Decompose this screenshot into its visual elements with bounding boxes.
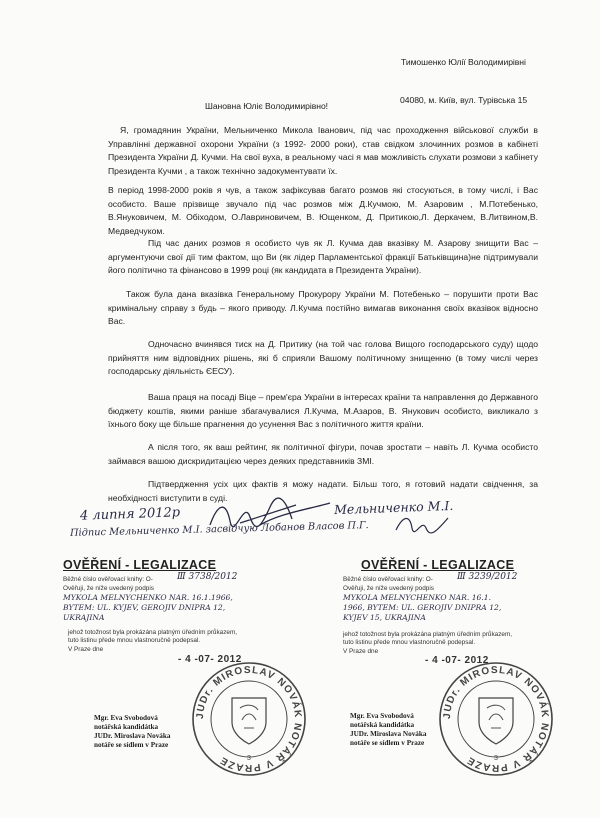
stamp-person-line-1: MYKOLA MELNYCHENKO NAR. 16.1.1966, <box>63 593 233 602</box>
stamp-identity-line-1: jehož totožnost byla prokázána platným úředním průkazem, <box>68 629 238 636</box>
body-paragraph-4: Також була дана вказівка Генеральному Прокурору України М. Потебенько – порушити проти Вас кримінальну справу з будь – якого приводу. Л.Кучма постійно вимагав виконання своїх вказівок відносно Вас. <box>108 289 538 327</box>
stamp-reg-number: Ⅲ 3239/2012 <box>457 572 518 582</box>
stamp-person-line-2: 1966, BYTEM: UL. GEROJIV DNIPRA 12, <box>343 603 502 612</box>
handwritten-name: Мельниченко М.І. <box>333 497 454 518</box>
notary-seal-right <box>437 660 555 778</box>
body-paragraph-7: А після того, як ваш рейтинг, як політичної фігури, почав зростати – навіть Л. Кучма особисто займався вашою дискридитацією через деяких представників ЗМІ. <box>108 442 538 466</box>
stamp-person-line-3: UKRAJINA <box>63 613 105 622</box>
body-paragraph-3: Під час даних розмов я особисто чув як Л. Кучма дав вказівку М. Азарову знищити Вас – аргументуючи свої дії тим фактом, що Ви (як лідер Парламентської фракції Батьківщина)не підтримували його політично та фінансово в 1999 році (як кандидата в Президента України). <box>108 238 538 276</box>
stamp-place: V Praze dne <box>343 648 379 655</box>
second-signature-scribble <box>392 512 452 538</box>
stamp-notary-line-4: notáře se sídlem v Praze <box>350 739 425 747</box>
body-paragraph-6: Ваша праця на посаді Віце – прем'єра України в інтересах країни та направлення до Державного бюджету коштів, якими раніше збагачувалися Л.Кучма, М.Азаров, В. Янукович особисто, викликало з їхнього боку ще більше прагнення до усунення Вас з політичного життя країни. <box>108 392 538 430</box>
stamp-notary-line-3: JUDr. Miroslava Nováka <box>94 732 171 740</box>
stamp-identity-line-1: jehož totožnost byla prokázána platným úředním průkazem, <box>343 631 513 638</box>
stamp-place: V Praze dne <box>68 646 104 653</box>
stamp-identity-line-2: tuto listinu přede mnou vlastnoručně podepsal. <box>68 637 201 644</box>
stamp-reg-number: Ⅲ 3738/2012 <box>177 572 238 582</box>
stamp-verify-label: Ověřuji, že níže uvedený podpis <box>343 585 434 592</box>
notary-seal-left <box>190 660 308 778</box>
stamp-notary-line-3: JUDr. Miroslava Nováka <box>350 730 427 738</box>
stamp-date: - 4 -07- 2012 <box>178 654 242 665</box>
stamp-person-line-2: BYTEM: UL. KYJEV, GEROJIV DNIPRA 12, <box>63 603 226 612</box>
stamp-identity-line-2: tuto listinu přede mnou vlastnoručně podepsal. <box>343 639 476 646</box>
stamp-reg-label: Běžné číslo ověřovací knihy: O- <box>343 576 433 583</box>
seal-number: 3 <box>247 755 251 762</box>
salutation: Шановна Юліє Володимирівно! <box>205 101 329 111</box>
stamp-notary-line-1: Mgr. Eva Svobodová <box>350 712 414 720</box>
stamp-verify-label: Ověřuji, že níže uvedený podpis <box>63 585 154 592</box>
addressee-address: 04080, м. Київ, вул. Турівська 15 <box>400 95 528 105</box>
stamp-title: OVĚŘENÍ - LEGALIZACE <box>63 558 217 572</box>
stamp-person-line-3: KYJEV 15, UKRAJINA <box>343 613 426 622</box>
stamp-notary-line-4: notáře se sídlem v Praze <box>94 741 169 749</box>
seal-text: JUDr. MIROSLAV NOVÁK NOTÁŘ V PRAZE <box>194 664 304 774</box>
stamp-person-line-1: MYKOLA MELNYCHENKO NAR. 16.1. <box>343 593 492 602</box>
addressee-name: Тимошенко Юлії Володимирівні <box>401 57 526 67</box>
body-paragraph-2: В період 1998-2000 років я чув, а також зафіксував багато розмов які стосуються, в тому числі, і Вас особисто. Ваше прізвище звучало під час розмов між Д.Кучмою, М. Азаровим , М.Потебенько, В.Януковичем, М. Обіходом, О.Лавриновичем, В. Ющенком, Д. Притикою,Л. Деркачем, В.Литвином,В. Медведчуком. <box>108 185 538 236</box>
handwritten-date: 4 липня 2012р <box>79 505 181 524</box>
signature-scribble <box>200 495 340 535</box>
seal-text: JUDr. MIROSLAV NOVÁK NOTÁŘ V PRAZE <box>441 664 551 774</box>
stamp-reg-label: Běžné číslo ověřovací knihy: O- <box>63 576 153 583</box>
stamp-notary-line-2: notářská kandidátka <box>350 721 415 729</box>
body-paragraph-1: Я, громадянин України, Мельниченко Микола Іванович, під час проходження військової служби в Управлінні державної охорони України (з 1992- 2000 роки), став свідком злочинних розмов в кабінеті Президента України Д. Кучми. На свої вуха, в реальному часі я мав можливість слухати розмови з кабінету Президента Кучми , а також технічно задокументувати їх. <box>108 125 538 176</box>
stamp-notary-line-2: notářská kandidátka <box>94 723 159 731</box>
seal-number: 3 <box>494 755 498 762</box>
handwritten-certification: Підпис Мельниченко М.І. засвідчую Лобанов Власов П.Г. <box>69 520 369 539</box>
stamp-notary-line-1: Mgr. Eva Svobodová <box>94 714 158 722</box>
stamp-date: - 4 -07- 2012 <box>425 655 489 666</box>
body-paragraph-5: Одночасно вчинявся тиск на Д. Притику (на той час голова Вищого господарського суду) щодо прийняття ним відповідних рішень, які б сприяли Вашому політичному знищенню (в тому числі через господарську діяльність ЄЕСУ). <box>108 339 538 377</box>
stamp-title: OVĚŘENÍ - LEGALIZACE <box>361 558 515 572</box>
body-paragraph-8: Підтвердження усіх цих фактів я можу надати. Більш того, я готовий надати свідчення, за необхідності виступити в суді. <box>108 479 538 503</box>
